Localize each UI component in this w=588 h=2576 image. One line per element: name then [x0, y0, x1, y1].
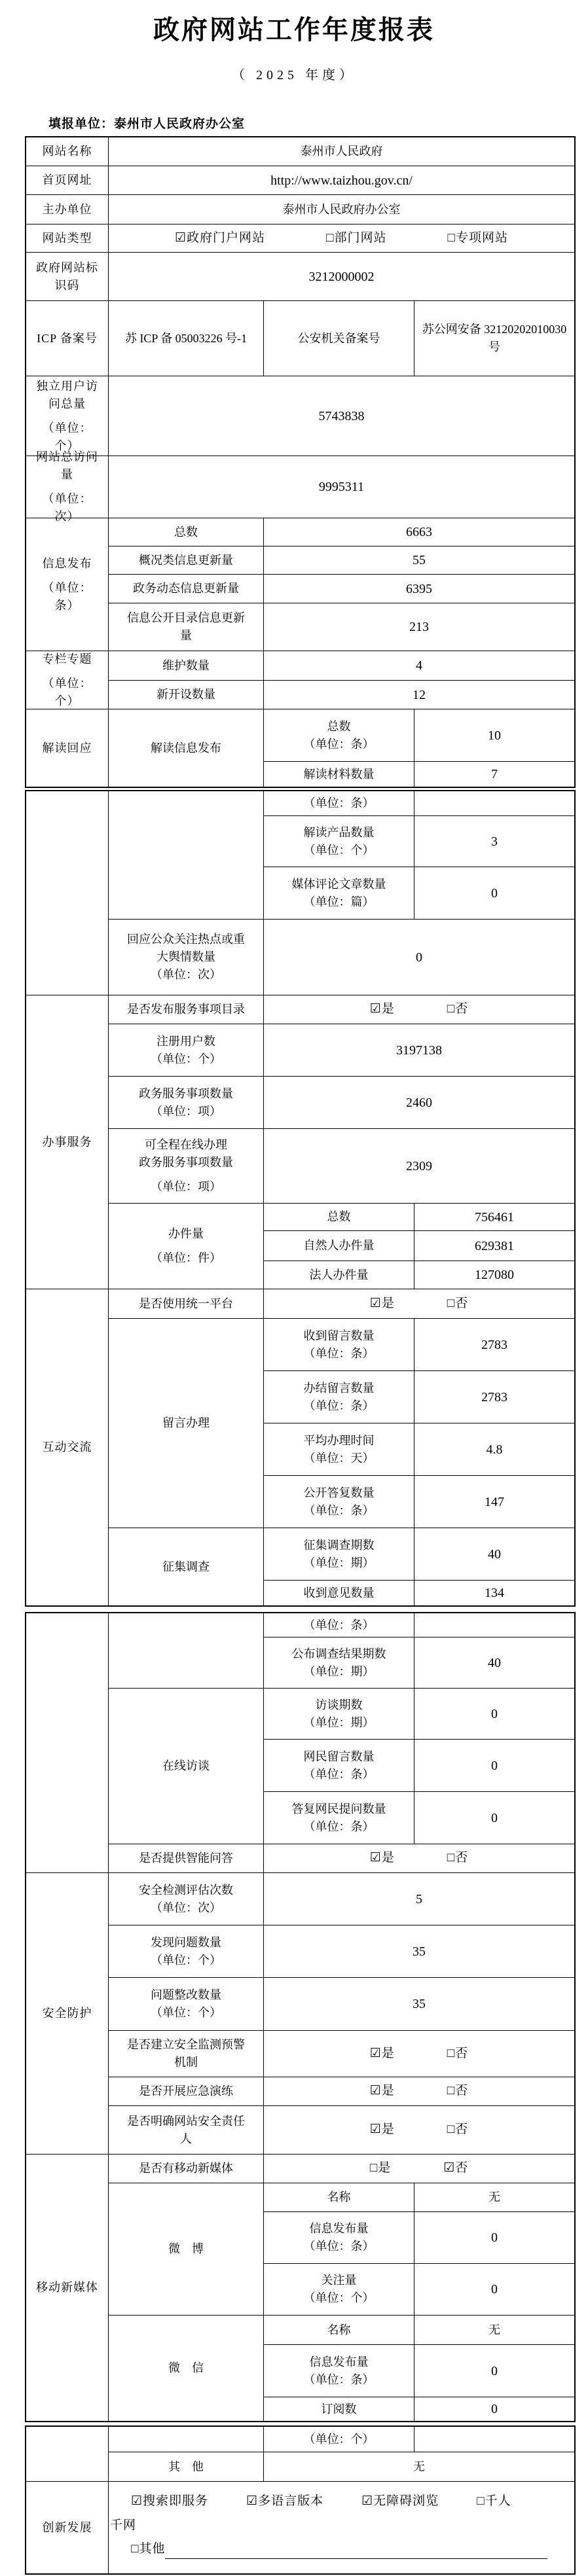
maintain-count-value: 4 [264, 651, 574, 681]
drill-no-checkbox: □否 [447, 2084, 469, 2098]
sponsor-value: 泰州市人民政府办公室 [109, 195, 574, 224]
psb-value: 苏公网安备 32120202010030 号 [414, 301, 574, 376]
unique-visitors-label [26, 376, 109, 456]
total-visits-value: 9995311 [109, 456, 574, 518]
online-service-text-1: 可全程在线办理 [145, 1138, 227, 1151]
table-segment-1 [25, 136, 576, 788]
innovation-other-line [131, 2540, 569, 2559]
weibo-name-label: 名称 [264, 2183, 414, 2212]
security-scan-text: 安全检测评估次数 [139, 1883, 233, 1897]
avg-handle-time-value: 4.8 [414, 1423, 574, 1476]
multilang-checkbox: ☑多语言版本 [246, 2494, 324, 2508]
smart-qa-value [264, 1844, 574, 1873]
portal-site-checkbox: ☑政府门户网站 [174, 230, 266, 245]
weibo-section: 微 博 [109, 2183, 264, 2316]
interpret-publish-label: 解读信息发布 [109, 709, 264, 787]
survey-cont-cell [109, 1613, 264, 1689]
netizen-message-value: 0 [414, 1740, 574, 1792]
mobile-no-checkbox: ☑否 [443, 2161, 469, 2175]
unified-platform-label: 是否使用统一平台 [109, 1289, 264, 1319]
netizen-reply-label [264, 1792, 414, 1844]
page-title: 政府网站工作年度报表 [153, 15, 435, 45]
unified-platform-value [264, 1289, 574, 1319]
survey-issues-label [264, 1528, 414, 1581]
interpret-product-value: 3 [414, 816, 574, 867]
problems-found-unit: （单位：个） [151, 1953, 221, 1967]
filler-unit: 填报单位：泰州市人民政府办公室 [48, 117, 246, 131]
online-service-text-2: 政务服务事项数量 [139, 1156, 233, 1169]
problems-fixed-text: 问题整改数量 [151, 1988, 221, 2001]
interpret-material-label: 解读材料数量 [264, 762, 414, 787]
case-volume-section [109, 1204, 264, 1289]
warning-no-checkbox: □否 [447, 2046, 469, 2060]
service-items-text: 政务服务事项数量 [139, 1086, 233, 1100]
subscribers-unit-cont: （单位：个） [264, 2427, 414, 2452]
info-publish-unit: （单位：条） [42, 581, 92, 612]
total-visits-text: 网站总访问量 [36, 450, 98, 481]
search-service-checkbox: ☑搜索即服务 [131, 2494, 209, 2508]
service-directory-value [264, 995, 574, 1024]
owner-no-checkbox: □否 [447, 2122, 469, 2137]
survey-issues-unit: （单位：期） [303, 1556, 375, 1569]
table-segment-3 [25, 1612, 576, 2422]
service-directory-label: 是否发布服务事项目录 [109, 995, 264, 1024]
icp-label: ICP 备案号 [26, 301, 109, 376]
survey-issues-text: 征集调查期数 [303, 1538, 375, 1552]
qa-yes-checkbox: ☑是 [369, 1851, 395, 1865]
avg-handle-time-label [264, 1423, 414, 1476]
netizen-message-label [264, 1740, 414, 1792]
netizen-message-text: 网民留言数量 [303, 1749, 375, 1763]
interpret-total-value: 10 [414, 709, 574, 762]
security-owner-value [264, 2106, 574, 2155]
unique-visitors-text: 独立用户访问总量 [36, 379, 98, 410]
public-reply-value: 147 [414, 1476, 574, 1528]
mobile-media-section: 移动新媒体 [26, 2155, 109, 2421]
netizen-reply-text: 答复网民提问数量 [291, 1802, 386, 1816]
public-reply-text: 公开答复数量 [303, 1486, 375, 1499]
problems-found-label [109, 1925, 264, 1978]
platform-yes-checkbox: ☑是 [369, 1296, 395, 1310]
mobile-media-cont-cell [26, 2427, 109, 2482]
security-scan-unit: （单位：次） [151, 1901, 221, 1914]
info-total-label: 总数 [109, 518, 264, 546]
security-scan-value: 5 [264, 1873, 574, 1925]
survey-results-text: 公布调查结果期数 [291, 1647, 386, 1660]
warning-mechanism-value [264, 2031, 574, 2077]
closed-message-unit: （单位：条） [303, 1399, 375, 1412]
wechat-posts-label [264, 2345, 414, 2397]
has-mobile-media-label: 是否有移动新媒体 [109, 2155, 264, 2183]
interview-issues-label [264, 1689, 414, 1740]
interpret-response-section: 解读回应 [26, 709, 109, 787]
registered-users-text: 注册用户数 [156, 1034, 215, 1048]
online-interview-section: 在线访谈 [109, 1689, 264, 1844]
site-type-label: 网站类型 [26, 224, 109, 253]
qa-no-checkbox: □否 [447, 1851, 469, 1865]
avg-handle-time-text: 平均办理时间 [303, 1433, 375, 1447]
legal-case-label: 法人办件量 [264, 1261, 414, 1289]
problems-fixed-unit: （单位：个） [151, 2006, 221, 2019]
media-article-value: 0 [414, 867, 574, 920]
wechat-name-label: 名称 [264, 2316, 414, 2345]
public-reply-unit: （单位：条） [303, 1503, 375, 1517]
opinions-cont-value [414, 1613, 574, 1637]
weibo-posts-label [264, 2212, 414, 2264]
warning-mechanism-label: 是否建立安全监测预警机制 [109, 2031, 264, 2077]
interpret-total-label [264, 709, 414, 762]
qianwang-wrap-text: 千网 [110, 2518, 137, 2532]
problems-found-text: 发现问题数量 [151, 1935, 221, 1949]
weibo-followers-text: 关注量 [321, 2274, 357, 2287]
site-type-options [109, 224, 574, 253]
hot-response-text: 回应公众关注热点或重大舆情数量 [127, 933, 245, 963]
interaction-section: 互动交流 [26, 1289, 109, 1605]
wechat-subscribers-value: 0 [491, 2402, 498, 2416]
wechat-cont-cell [109, 2427, 264, 2452]
home-url-value: http://www.taizhou.gov.cn/ [109, 166, 574, 195]
wechat-name-value: 无 [414, 2316, 574, 2345]
interpret-total-text: 总数 [327, 719, 351, 733]
emergency-drill-label: 是否开展应急演练 [109, 2077, 264, 2106]
wechat-posts-unit: （单位：条） [303, 2372, 375, 2386]
service-section: 办事服务 [26, 995, 109, 1289]
gov-news-update-label: 政务动态信息更新量 [109, 575, 264, 603]
mobile-yes-checkbox: □是 [369, 2161, 392, 2175]
dept-site-checkbox: □部门网站 [326, 230, 387, 245]
site-code-label: 政府网站标识码 [26, 253, 109, 301]
weibo-followers-value: 0 [414, 2264, 574, 2316]
info-publish-section [26, 518, 109, 651]
case-volume-text: 办件量 [168, 1227, 204, 1240]
subscribers-cont-value [414, 2427, 574, 2452]
accessibility-checkbox: ☑无障碍浏览 [361, 2494, 439, 2508]
interaction-cont-cell [26, 1613, 109, 1873]
platform-no-checkbox: □否 [447, 1296, 469, 1310]
service-items-label [109, 1077, 264, 1129]
weibo-followers-unit: （单位：个） [303, 2291, 375, 2304]
special-column-section [26, 651, 109, 709]
site-name-value: 泰州市人民政府 [109, 137, 574, 166]
closed-message-label [264, 1371, 414, 1423]
unique-visitors-unit: （单位：个） [42, 421, 92, 452]
interpret-publish-cont-cell [109, 791, 264, 920]
innovation-blank-line [131, 2572, 569, 2576]
registered-users-unit: （单位：个） [151, 1052, 221, 1065]
catalog-update-value: 213 [264, 603, 574, 651]
netizen-message-unit: （单位：条） [303, 1767, 375, 1781]
interpret-product-text: 解读产品数量 [303, 825, 375, 839]
hot-response-unit: （单位：次） [151, 968, 221, 981]
drill-yes-checkbox: ☑是 [369, 2084, 395, 2098]
problems-fixed-label [109, 1978, 264, 2031]
closed-message-value: 2783 [414, 1371, 574, 1423]
special-column-unit: （单位：个） [42, 676, 92, 707]
problems-fixed-value: 35 [264, 1978, 574, 2031]
directory-yes-checkbox: ☑是 [369, 1002, 395, 1016]
total-visits-label [26, 450, 109, 523]
registered-users-value: 3197138 [264, 1024, 574, 1077]
blank-underline-2 [131, 2572, 550, 2576]
other-media-value: 无 [264, 2452, 574, 2482]
has-mobile-media-value [264, 2155, 574, 2183]
other-checkbox: □其他 [131, 2542, 166, 2556]
interview-issues-unit: （单位：期） [303, 1715, 375, 1729]
weibo-posts-text: 信息发布量 [309, 2222, 369, 2235]
received-message-label [264, 1319, 414, 1371]
avg-handle-time-unit: （单位：天） [303, 1451, 375, 1465]
weibo-posts-unit: （单位：条） [303, 2240, 375, 2253]
opinions-received-value: 134 [485, 1586, 504, 1600]
case-total-label: 总数 [264, 1204, 414, 1231]
interpret-response-cont-cell [26, 791, 109, 995]
received-message-text: 收到留言数量 [303, 1329, 375, 1342]
survey-section: 征集调查 [109, 1528, 264, 1605]
interpret-product-label [264, 816, 414, 867]
owner-yes-checkbox: ☑是 [369, 2122, 395, 2137]
media-article-label [264, 867, 414, 920]
weibo-posts-value: 0 [414, 2212, 574, 2264]
security-scan-label [109, 1873, 264, 1925]
registered-users-label [109, 1024, 264, 1077]
service-items-value: 2460 [264, 1077, 574, 1129]
new-column-value: 12 [264, 681, 574, 709]
special-site-checkbox: □专项网站 [447, 230, 508, 245]
innovation-section: 创新发展 [26, 2482, 109, 2573]
online-service-label [109, 1129, 264, 1204]
info-total-value: 6663 [264, 518, 574, 546]
survey-issues-value: 40 [414, 1528, 574, 1581]
message-handling-section: 留言办理 [109, 1319, 264, 1528]
smart-qa-label: 是否提供智能问答 [109, 1844, 264, 1873]
info-publish-text: 信息发布 [42, 556, 92, 570]
innovation-content [109, 2482, 574, 2573]
warning-yes-checkbox: ☑是 [369, 2046, 395, 2060]
maintain-count-label: 维护数量 [109, 651, 264, 681]
opinions-received-label: 收到意见数量 [264, 1581, 414, 1605]
weibo-followers-label [264, 2264, 414, 2316]
survey-results-unit: （单位：期） [303, 1664, 375, 1678]
problems-found-value: 35 [264, 1925, 574, 1978]
directory-no-checkbox: □否 [447, 1002, 469, 1016]
interpret-material-value: 7 [491, 767, 498, 781]
wechat-posts-value: 0 [414, 2345, 574, 2397]
online-service-value: 2309 [264, 1129, 574, 1204]
gov-news-update-value: 6395 [264, 575, 574, 603]
total-visits-unit: （单位：次） [42, 492, 92, 523]
special-column-text: 专栏专题 [42, 652, 92, 666]
interview-issues-text: 访谈期数 [315, 1698, 363, 1711]
received-message-value: 2783 [414, 1319, 574, 1371]
emergency-drill-value [264, 2077, 574, 2106]
blank-underline-1 [165, 2547, 547, 2559]
report-year: （ 2025 年度） [232, 68, 356, 82]
interview-issues-value: 0 [414, 1689, 574, 1740]
interpret-material-cont-value [414, 791, 574, 816]
site-name-label: 网站名称 [26, 137, 109, 166]
interpret-total-unit: （单位：条） [303, 737, 375, 751]
unique-visitors-value: 5743838 [109, 376, 574, 456]
catalog-update-label: 信息公开目录信息更新量 [109, 603, 264, 651]
case-volume-unit: （单位：件） [151, 1251, 221, 1264]
received-message-unit: （单位：条） [303, 1346, 375, 1360]
hot-response-value: 0 [264, 920, 574, 995]
wechat-subscribers-label: 订阅数 [264, 2397, 414, 2421]
interpret-material-unit-cont: （单位：条） [264, 791, 414, 816]
media-article-text: 媒体评论文章数量 [291, 877, 386, 891]
person-case-label: 自然人办件量 [264, 1231, 414, 1261]
online-service-unit: （单位：项） [151, 1180, 221, 1193]
wechat-posts-text: 信息发布量 [309, 2355, 369, 2369]
survey-results-value: 40 [414, 1637, 574, 1689]
weibo-name-value: 无 [414, 2183, 574, 2212]
psb-label: 公安机关备案号 [264, 301, 414, 376]
innovation-options [131, 2492, 569, 2511]
interpret-product-unit: （单位：个） [303, 843, 375, 857]
table-segment-2 [25, 790, 576, 1607]
person-case-value: 629381 [414, 1231, 574, 1261]
survey-results-label [264, 1637, 414, 1689]
case-total-value: 756461 [414, 1204, 574, 1231]
icp-value: 苏 ICP 备 05003226 号-1 [109, 301, 264, 376]
service-items-unit: （单位：项） [151, 1104, 221, 1118]
security-owner-label: 是否明确网站安全责任人 [109, 2106, 264, 2155]
security-section: 安全防护 [26, 1873, 109, 2155]
wechat-section: 微 信 [109, 2316, 264, 2421]
opinions-unit-cont: （单位：条） [264, 1613, 414, 1637]
home-url-label: 首页网址 [26, 166, 109, 195]
netizen-reply-value: 0 [414, 1792, 574, 1844]
overview-update-value: 55 [264, 546, 574, 575]
other-media-label: 其 他 [109, 2452, 264, 2482]
media-article-unit: （单位：篇） [303, 895, 375, 908]
table-segment-4 [25, 2425, 576, 2575]
hot-response-label [109, 920, 264, 995]
site-code-value: 3212000002 [109, 253, 574, 301]
overview-update-label: 概况类信息更新量 [109, 546, 264, 575]
sponsor-label: 主办单位 [26, 195, 109, 224]
public-reply-label [264, 1476, 414, 1528]
closed-message-text: 办结留言数量 [303, 1381, 375, 1395]
legal-case-value: 127080 [414, 1261, 574, 1289]
qianren-checkbox: □千人 [477, 2494, 511, 2508]
new-column-label: 新开设数量 [109, 681, 264, 709]
netizen-reply-unit: （单位：条） [303, 1819, 375, 1833]
